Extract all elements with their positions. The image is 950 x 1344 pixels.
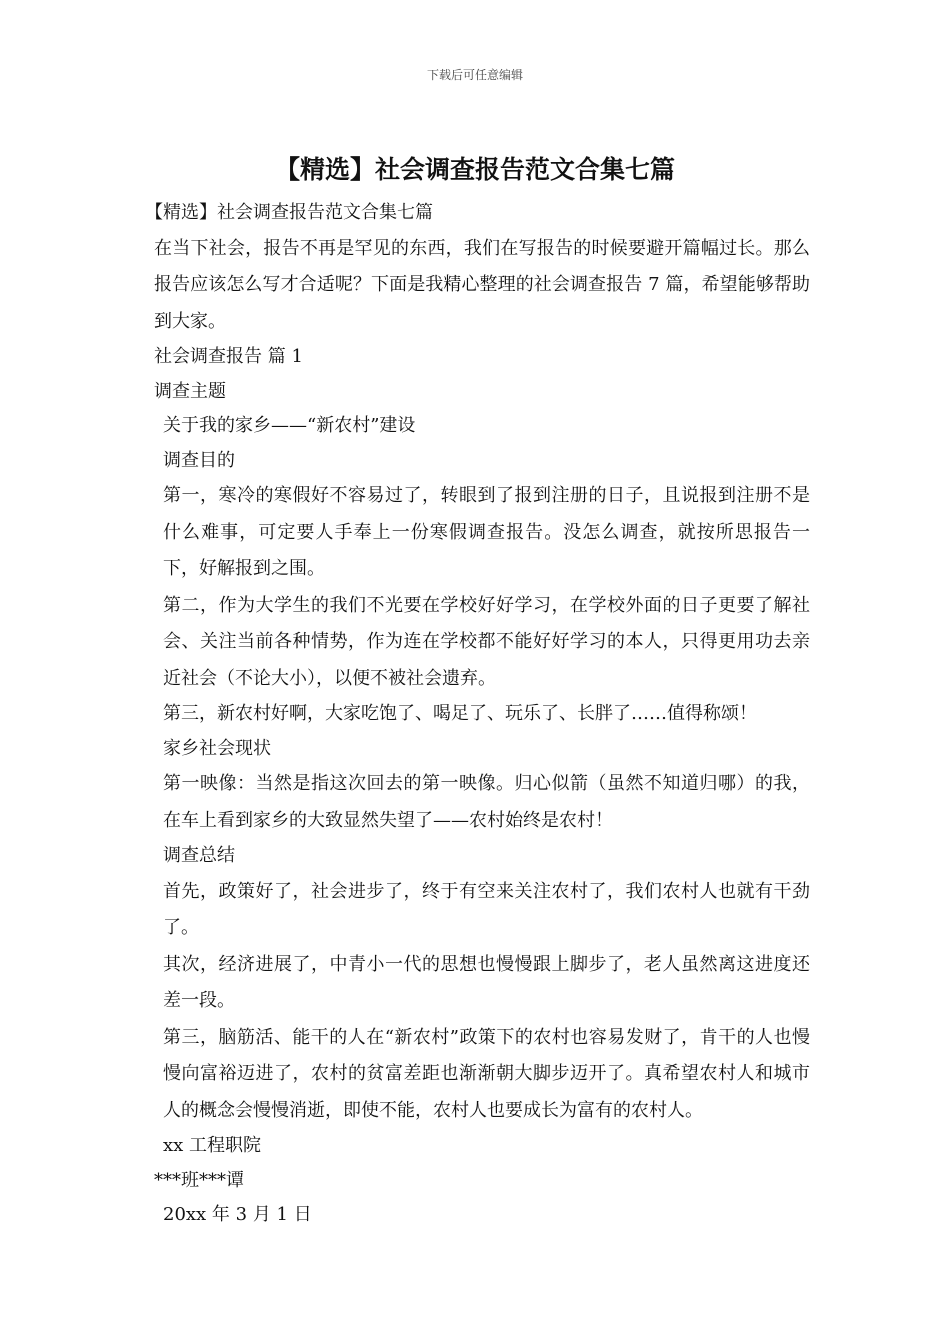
status-heading: 家乡社会现状	[163, 737, 271, 759]
section-heading: 社会调查报告 篇 1	[154, 346, 303, 367]
summary-paragraph-3: 第三，脑筋活、能干的人在“新农村”政策下的农村也容易发财了，肯干的人也慢慢向富裕迈进了，农村的贫富差距也渐渐朝大脚步迈开了。真希望农村人和城市人的概念会慢慢消逝，即使不能，农村人也要成长为富有的农村人。	[163, 1026, 810, 1121]
purpose-paragraph-3: 第三，新农村好啊，大家吃饱了、喝足了、玩乐了、长胖了……值得称颂！	[163, 703, 757, 724]
signature-date: 20xx 年 3 月 1 日	[163, 1204, 312, 1225]
status-paragraph-1: 第一映像：当然是指这次回去的第一映像。归心似箭（虽然不知道归哪）的我，在车上看到家乡的大致显然失望了——农村始终是农村！	[163, 773, 810, 831]
purpose-heading: 调查目的	[163, 449, 235, 471]
signature-school: xx 工程职院	[163, 1135, 262, 1156]
purpose-paragraph-2: 第二，作为大学生的我们不光要在学校好好学习，在学校外面的日子更要了解社会、关注当前各种情势，作为连在学校都不能好好学习的本人，只得更用功去亲近社会（不论大小），以便不被社会遗弃。	[163, 594, 810, 689]
document-subtitle: 【精选】社会调查报告范文合集七篇	[145, 202, 433, 223]
purpose-paragraph-1: 第一，寒冷的寒假好不容易过了，转眼到了报到注册的日子，且说报到注册不是什么难事，可定要人手奉上一份寒假调查报告。没怎么调查，就按所思报告一下，好解报到之围。	[163, 485, 810, 579]
summary-paragraph-2: 其次，经济进展了，中青小一代的思想也慢慢跟上脚步了，老人虽然离这进度还差一段。	[163, 953, 810, 1011]
summary-paragraph-1: 首先，政策好了，社会进步了，终于有空来关注农村了，我们农村人也就有干劲了。	[163, 880, 810, 938]
page-header: 下载后可任意编辑	[426, 68, 523, 82]
document-title: 【精选】社会调查报告范文合集七篇	[274, 155, 675, 184]
document-body	[145, 196, 810, 1233]
signature-class: ***班***谭	[154, 1169, 244, 1191]
summary-heading: 调查总结	[163, 845, 235, 866]
topic-text: 关于我的家乡——“新农村”建设	[163, 415, 416, 436]
intro-paragraph: 在当下社会，报告不再是罕见的东西，我们在写报告的时候要避开篇幅过长。那么报告应该怎么写才合适呢？下面是我精心整理的社会调查报告 7 篇，希望能够帮助到大家。	[154, 237, 810, 332]
topic-heading: 调查主题	[154, 380, 226, 402]
